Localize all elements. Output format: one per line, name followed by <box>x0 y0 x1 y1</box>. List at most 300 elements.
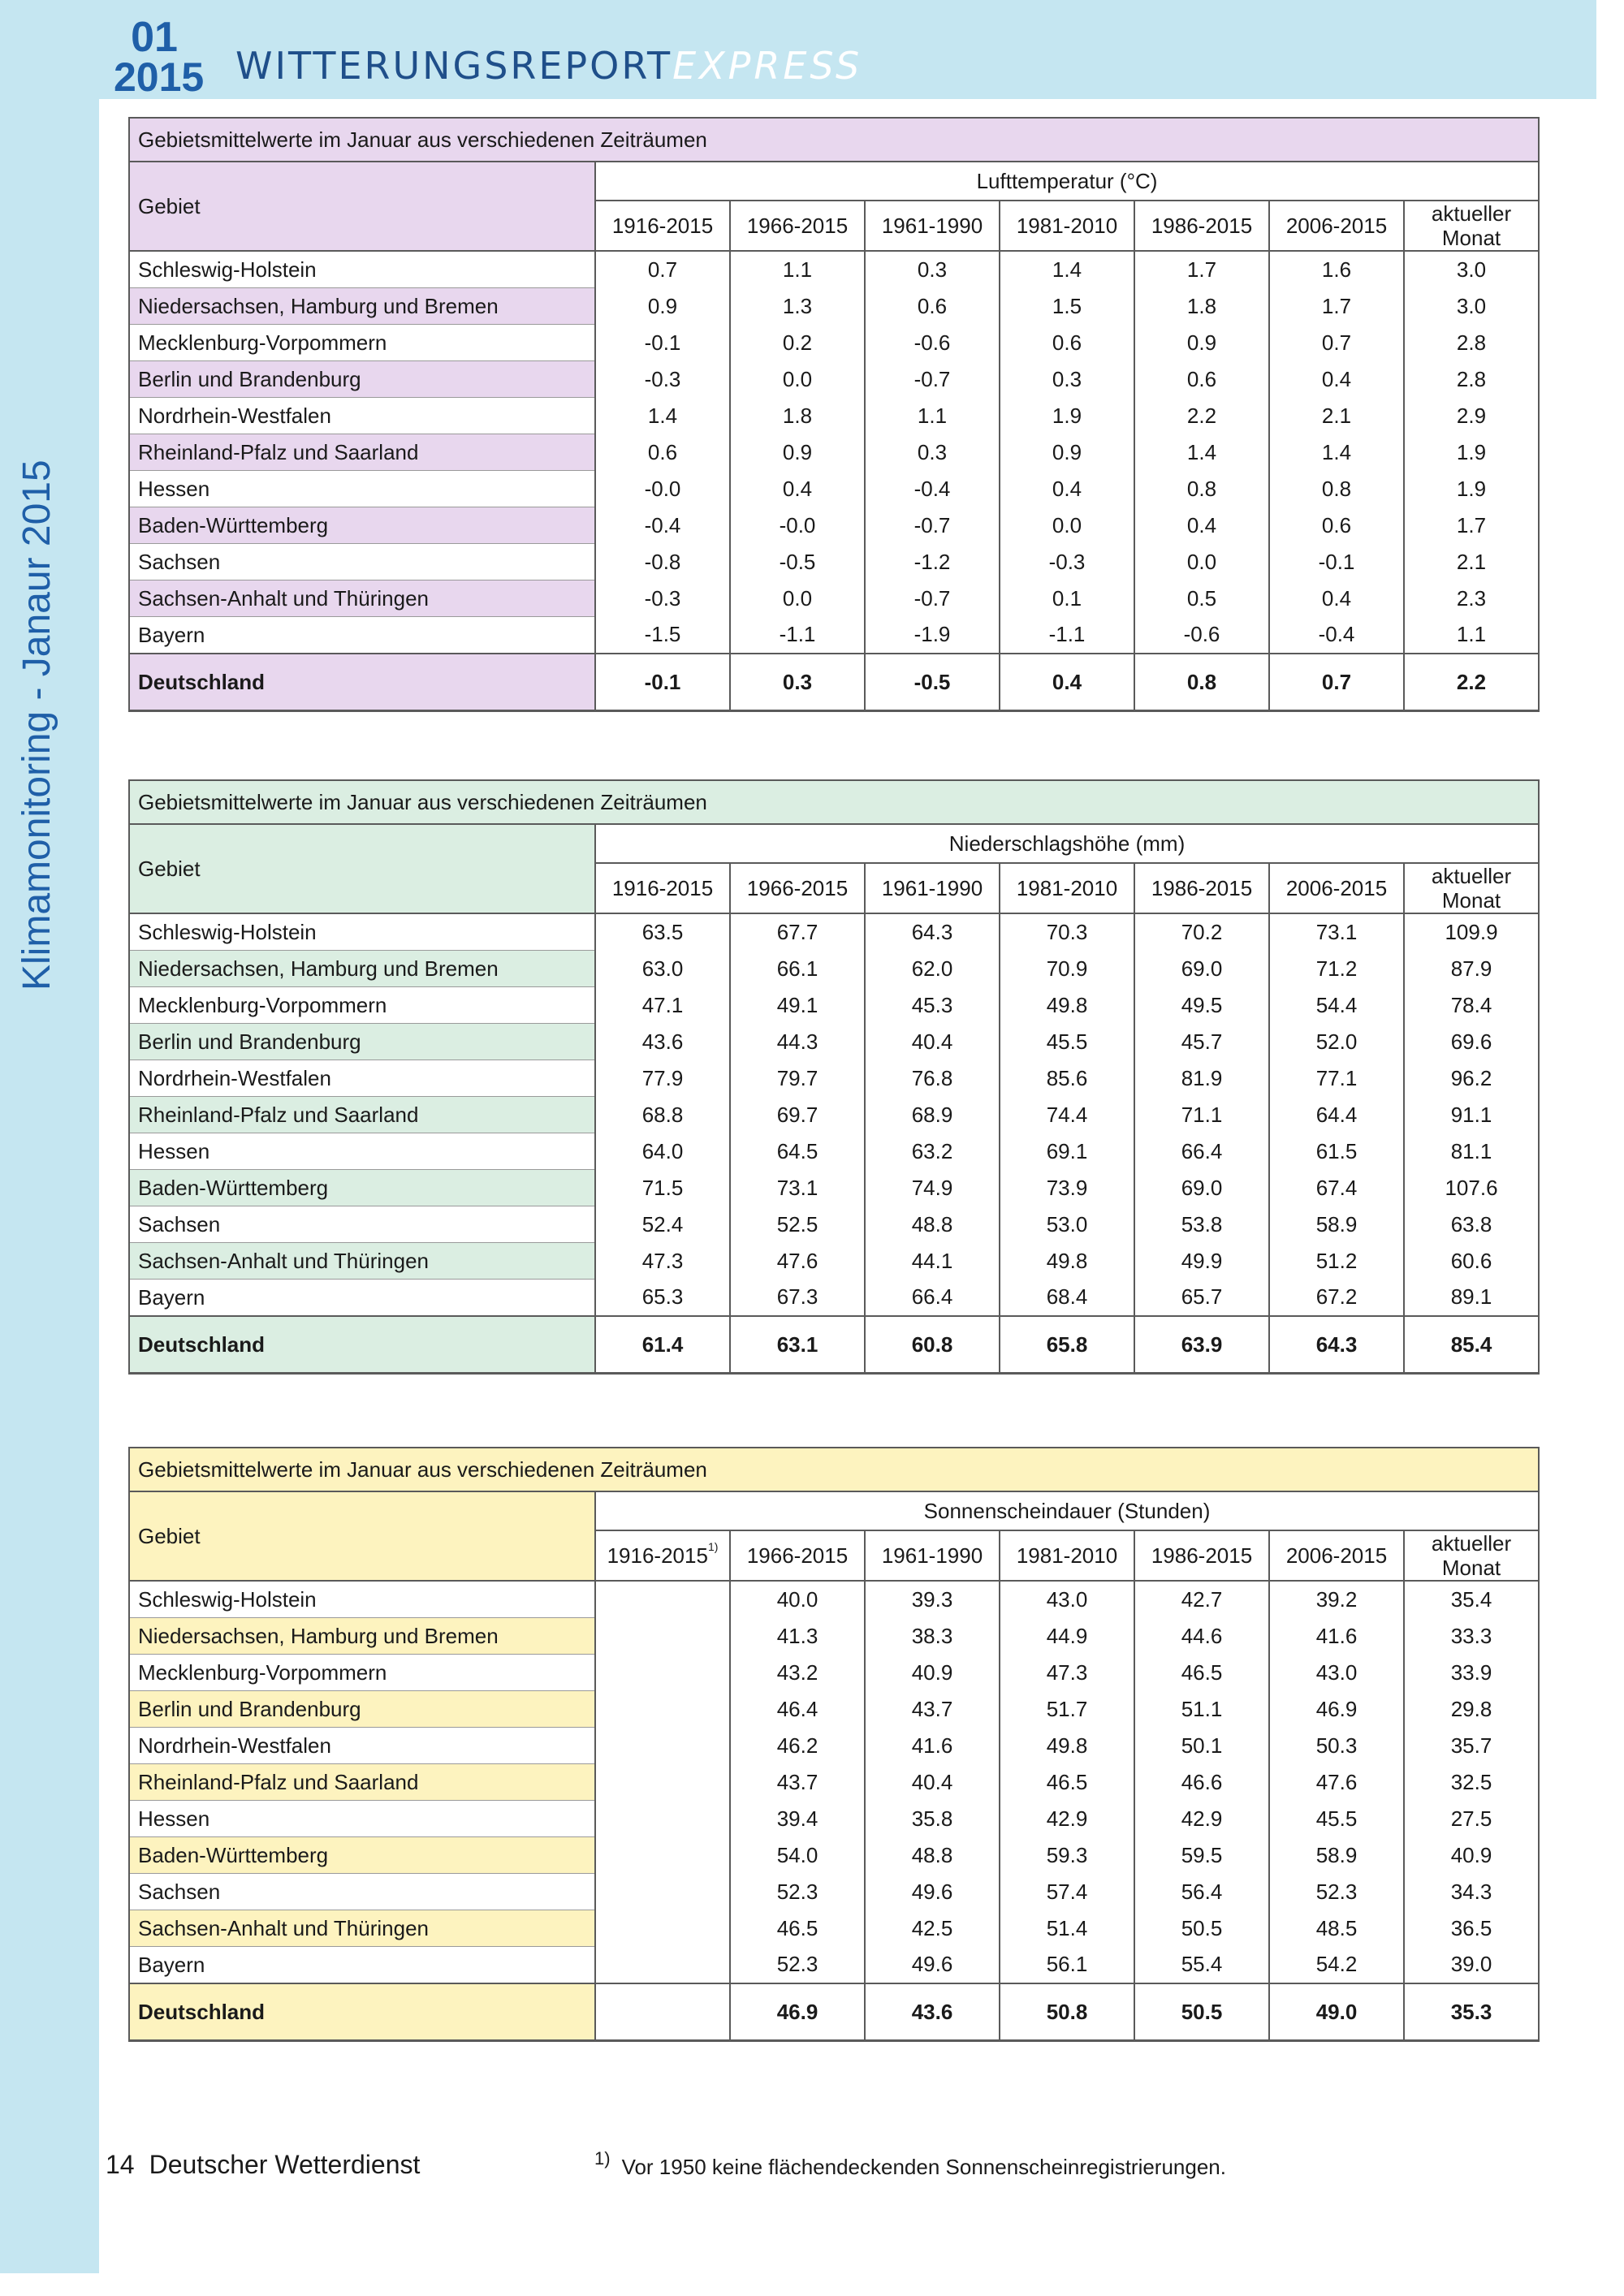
column-header-label: 1916-2015 <box>611 213 714 238</box>
value-cell: 69.1 <box>1000 1133 1134 1170</box>
table-row <box>129 398 1539 434</box>
value-cell: 1.9 <box>1404 434 1539 471</box>
group-title: Lufttemperatur (°C) <box>595 162 1539 201</box>
value-cell: 39.0 <box>1404 1947 1539 1984</box>
value-cell: 63.2 <box>865 1133 1000 1170</box>
table-caption: Gebietsmittelwerte im Januar aus verschiedenen Zeiträumen <box>129 118 1539 162</box>
value-cell: 52.4 <box>595 1206 730 1243</box>
value-cell: 0.3 <box>865 434 1000 471</box>
value-cell: 45.5 <box>1000 1024 1134 1060</box>
table-row <box>129 1691 1539 1728</box>
gebiet-header: Gebiet <box>129 162 595 251</box>
value-cell: 52.3 <box>730 1874 865 1910</box>
region-name: Hessen <box>129 1801 595 1837</box>
region-name: Niedersachsen, Hamburg und Bremen <box>129 951 595 987</box>
value-cell: -0.7 <box>865 361 1000 398</box>
value-cell: 1.4 <box>1134 434 1269 471</box>
value-cell: 64.3 <box>1269 1316 1404 1374</box>
value-cell: 44.3 <box>730 1024 865 1060</box>
page-footer <box>106 2150 420 2180</box>
table-row <box>129 1133 1539 1170</box>
table-row <box>129 434 1539 471</box>
value-cell: 54.0 <box>730 1837 865 1874</box>
value-cell: 66.4 <box>1134 1133 1269 1170</box>
region-name: Rheinland-Pfalz und Saarland <box>129 434 595 471</box>
value-cell: -0.6 <box>865 325 1000 361</box>
value-cell: 48.8 <box>865 1837 1000 1874</box>
value-cell: 47.1 <box>595 987 730 1024</box>
value-cell: 68.8 <box>595 1097 730 1133</box>
value-cell: 47.6 <box>1269 1764 1404 1801</box>
column-header-label: 2006-2015 <box>1285 1543 1388 1568</box>
value-cell: 49.8 <box>1000 987 1134 1024</box>
value-cell: 69.6 <box>1404 1024 1539 1060</box>
value-cell: 49.8 <box>1000 1728 1134 1764</box>
column-header-current <box>1404 1530 1539 1581</box>
value-cell: 78.4 <box>1404 987 1539 1024</box>
table-caption: Gebietsmittelwerte im Januar aus verschiedenen Zeiträumen <box>129 780 1539 824</box>
value-cell: 70.3 <box>1000 913 1134 951</box>
table-row <box>129 1618 1539 1655</box>
region-name: Berlin und Brandenburg <box>129 361 595 398</box>
value-cell <box>595 1655 730 1691</box>
value-cell: 0.7 <box>595 251 730 288</box>
column-header <box>1269 863 1404 913</box>
value-cell: 33.9 <box>1404 1655 1539 1691</box>
value-cell: 0.4 <box>1000 471 1134 507</box>
value-cell: -0.8 <box>595 544 730 580</box>
table-row <box>129 987 1539 1024</box>
region-name: Rheinland-Pfalz und Saarland <box>129 1097 595 1133</box>
column-header <box>730 201 865 251</box>
value-cell: -1.5 <box>595 617 730 654</box>
value-cell: 1.7 <box>1269 288 1404 325</box>
value-cell: 85.6 <box>1000 1060 1134 1097</box>
value-cell: 60.6 <box>1404 1243 1539 1280</box>
value-cell: 27.5 <box>1404 1801 1539 1837</box>
column-header-label: 1986-2015 <box>1151 1543 1253 1568</box>
value-cell: 81.9 <box>1134 1060 1269 1097</box>
region-name: Schleswig-Holstein <box>129 251 595 288</box>
report-title <box>235 44 862 88</box>
value-cell: 0.9 <box>595 288 730 325</box>
value-cell: 52.3 <box>1269 1874 1404 1910</box>
value-cell <box>595 1618 730 1655</box>
value-cell: 55.4 <box>1134 1947 1269 1984</box>
table-row <box>129 1581 1539 1618</box>
value-cell: 42.7 <box>1134 1581 1269 1618</box>
table-row <box>129 471 1539 507</box>
total-row <box>129 1316 1539 1374</box>
value-cell: 50.8 <box>1000 1983 1134 2041</box>
table-row <box>129 1764 1539 1801</box>
value-cell: 77.1 <box>1269 1060 1404 1097</box>
footnote-mark: 1) <box>594 2148 611 2169</box>
value-cell: 96.2 <box>1404 1060 1539 1097</box>
value-cell <box>595 1874 730 1910</box>
region-name: Mecklenburg-Vorpommern <box>129 1655 595 1691</box>
region-name: Schleswig-Holstein <box>129 1581 595 1618</box>
value-cell: 46.5 <box>730 1910 865 1947</box>
value-cell: 46.4 <box>730 1691 865 1728</box>
value-cell: 0.0 <box>730 580 865 617</box>
value-cell: 1.8 <box>730 398 865 434</box>
temperature-table <box>128 117 1540 712</box>
value-cell: 63.9 <box>1134 1316 1269 1374</box>
sunshine-table <box>128 1447 1540 2042</box>
value-cell: 0.7 <box>1269 654 1404 711</box>
value-cell: 0.8 <box>1134 471 1269 507</box>
value-cell: 107.6 <box>1404 1170 1539 1206</box>
value-cell: 41.3 <box>730 1618 865 1655</box>
table-row <box>129 1728 1539 1764</box>
value-cell: 42.5 <box>865 1910 1000 1947</box>
value-cell: 45.7 <box>1134 1024 1269 1060</box>
gebiet-header: Gebiet <box>129 824 595 913</box>
region-name: Sachsen-Anhalt und Thüringen <box>129 1910 595 1947</box>
value-cell: 51.4 <box>1000 1910 1134 1947</box>
value-cell <box>595 1910 730 1947</box>
value-cell: 40.9 <box>865 1655 1000 1691</box>
column-header-label: 1961-1990 <box>881 875 983 900</box>
value-cell: 0.9 <box>1134 325 1269 361</box>
value-cell: 74.4 <box>1000 1097 1134 1133</box>
value-cell: 62.0 <box>865 951 1000 987</box>
column-header-label: 1916-2015 <box>607 1543 708 1568</box>
region-name: Baden-Württemberg <box>129 1170 595 1206</box>
value-cell: 71.2 <box>1269 951 1404 987</box>
column-header-label: 1961-1990 <box>881 1543 983 1568</box>
value-cell: 109.9 <box>1404 913 1539 951</box>
value-cell: 81.1 <box>1404 1133 1539 1170</box>
table-row <box>129 1097 1539 1133</box>
value-cell: 0.4 <box>1134 507 1269 544</box>
table-row <box>129 251 1539 288</box>
table-caption: Gebietsmittelwerte im Januar aus verschiedenen Zeiträumen <box>129 1448 1539 1491</box>
value-cell: 0.4 <box>1000 654 1134 711</box>
value-cell: 1.1 <box>865 398 1000 434</box>
table-row <box>129 1910 1539 1947</box>
value-cell: -1.9 <box>865 617 1000 654</box>
value-cell: 59.5 <box>1134 1837 1269 1874</box>
value-cell: 47.6 <box>730 1243 865 1280</box>
value-cell: 0.1 <box>1000 580 1134 617</box>
region-name: Sachsen-Anhalt und Thüringen <box>129 580 595 617</box>
value-cell: 35.4 <box>1404 1581 1539 1618</box>
current-label-1: aktueller <box>1431 201 1512 226</box>
value-cell: 0.6 <box>1000 325 1134 361</box>
value-cell: 3.0 <box>1404 251 1539 288</box>
value-cell: 0.0 <box>1000 507 1134 544</box>
value-cell: 50.5 <box>1134 1983 1269 2041</box>
value-cell: 63.8 <box>1404 1206 1539 1243</box>
column-header-label: 1981-2010 <box>1016 213 1118 238</box>
total-row <box>129 1983 1539 2041</box>
value-cell: -0.1 <box>1269 544 1404 580</box>
value-cell: -0.3 <box>595 580 730 617</box>
value-cell: 41.6 <box>865 1728 1000 1764</box>
gebiet-header: Gebiet <box>129 1491 595 1581</box>
value-cell: 51.2 <box>1269 1243 1404 1280</box>
value-cell: 64.5 <box>730 1133 865 1170</box>
value-cell: 57.4 <box>1000 1874 1134 1910</box>
value-cell: -1.1 <box>1000 617 1134 654</box>
column-header-label: 1916-2015 <box>611 875 714 900</box>
column-header <box>1000 863 1134 913</box>
value-cell: 0.6 <box>1134 361 1269 398</box>
publisher-name: Deutscher Wetterdienst <box>149 2150 421 2179</box>
column-header-label: 1966-2015 <box>746 1543 849 1568</box>
value-cell: 0.4 <box>1269 361 1404 398</box>
table-row <box>129 325 1539 361</box>
value-cell: 0.4 <box>1269 580 1404 617</box>
value-cell: 50.1 <box>1134 1728 1269 1764</box>
value-cell: 39.3 <box>865 1581 1000 1618</box>
table-row <box>129 1243 1539 1280</box>
value-cell: 1.6 <box>1269 251 1404 288</box>
column-header-label: 1986-2015 <box>1151 875 1253 900</box>
value-cell: 46.5 <box>1134 1655 1269 1691</box>
value-cell: 65.7 <box>1134 1280 1269 1317</box>
value-cell: 46.6 <box>1134 1764 1269 1801</box>
region-name: Sachsen <box>129 544 595 580</box>
value-cell: 46.2 <box>730 1728 865 1764</box>
region-name: Deutschland <box>129 1316 595 1374</box>
value-cell: 91.1 <box>1404 1097 1539 1133</box>
value-cell: 1.4 <box>1269 434 1404 471</box>
value-cell: 73.9 <box>1000 1170 1134 1206</box>
value-cell: -0.1 <box>595 325 730 361</box>
column-header <box>1000 1530 1134 1581</box>
value-cell: 49.0 <box>1269 1983 1404 2041</box>
value-cell: 41.6 <box>1269 1618 1404 1655</box>
value-cell: 0.8 <box>1269 471 1404 507</box>
region-name: Bayern <box>129 617 595 654</box>
value-cell: 0.7 <box>1269 325 1404 361</box>
value-cell: 1.7 <box>1134 251 1269 288</box>
value-cell: 66.1 <box>730 951 865 987</box>
value-cell: 60.8 <box>865 1316 1000 1374</box>
column-header-label: 1966-2015 <box>746 213 849 238</box>
value-cell: 43.7 <box>865 1691 1000 1728</box>
value-cell: -0.7 <box>865 580 1000 617</box>
table-row <box>129 580 1539 617</box>
value-cell: -0.7 <box>865 507 1000 544</box>
footnote-ref: 1) <box>707 1539 719 1553</box>
value-cell: 0.3 <box>865 251 1000 288</box>
current-label-2: Monat <box>1441 888 1501 913</box>
value-cell <box>595 1801 730 1837</box>
value-cell: 1.9 <box>1000 398 1134 434</box>
value-cell: 58.9 <box>1269 1837 1404 1874</box>
column-header-label: 1966-2015 <box>746 875 849 900</box>
value-cell: 2.8 <box>1404 361 1539 398</box>
value-cell: 71.1 <box>1134 1097 1269 1133</box>
column-header-current <box>1404 863 1539 913</box>
value-cell <box>595 1947 730 1984</box>
value-cell: 67.2 <box>1269 1280 1404 1317</box>
value-cell: 49.1 <box>730 987 865 1024</box>
current-label-1: aktueller <box>1431 864 1512 888</box>
value-cell: 51.1 <box>1134 1691 1269 1728</box>
column-header <box>730 1530 865 1581</box>
column-header-label: 1986-2015 <box>1151 213 1253 238</box>
table-row <box>129 361 1539 398</box>
value-cell: 58.9 <box>1269 1206 1404 1243</box>
region-name: Hessen <box>129 1133 595 1170</box>
group-title: Niederschlagshöhe (mm) <box>595 824 1539 863</box>
table-row <box>129 507 1539 544</box>
value-cell: 43.0 <box>1000 1581 1134 1618</box>
value-cell: -0.4 <box>865 471 1000 507</box>
value-cell: 49.5 <box>1134 987 1269 1024</box>
value-cell: 68.4 <box>1000 1280 1134 1317</box>
value-cell: -1.1 <box>730 617 865 654</box>
column-header <box>1134 1530 1269 1581</box>
value-cell: 63.5 <box>595 913 730 951</box>
region-name: Sachsen-Anhalt und Thüringen <box>129 1243 595 1280</box>
table-row <box>129 951 1539 987</box>
current-label-2: Monat <box>1441 226 1501 250</box>
table-row <box>129 544 1539 580</box>
value-cell: 50.5 <box>1134 1910 1269 1947</box>
value-cell: 79.7 <box>730 1060 865 1097</box>
precipitation-table <box>128 779 1540 1375</box>
value-cell: 2.3 <box>1404 580 1539 617</box>
column-header-label: 1961-1990 <box>881 213 983 238</box>
table-row <box>129 913 1539 951</box>
value-cell: 53.0 <box>1000 1206 1134 1243</box>
issue-year: 2015 <box>114 54 205 100</box>
value-cell: 1.1 <box>730 251 865 288</box>
value-cell: 73.1 <box>1269 913 1404 951</box>
value-cell: 42.9 <box>1134 1801 1269 1837</box>
region-name: Bayern <box>129 1280 595 1317</box>
value-cell: 32.5 <box>1404 1764 1539 1801</box>
value-cell: -0.5 <box>730 544 865 580</box>
value-cell: 1.9 <box>1404 471 1539 507</box>
value-cell: 2.8 <box>1404 325 1539 361</box>
column-header <box>1000 201 1134 251</box>
column-header <box>595 863 730 913</box>
current-label-2: Monat <box>1441 1556 1501 1580</box>
value-cell: 38.3 <box>865 1618 1000 1655</box>
value-cell: 0.4 <box>730 471 865 507</box>
region-name: Rheinland-Pfalz und Saarland <box>129 1764 595 1801</box>
value-cell: 46.9 <box>1269 1691 1404 1728</box>
value-cell: 43.6 <box>865 1983 1000 2041</box>
value-cell: 67.7 <box>730 913 865 951</box>
column-header <box>1269 201 1404 251</box>
value-cell: 71.5 <box>595 1170 730 1206</box>
value-cell: 56.4 <box>1134 1874 1269 1910</box>
column-header <box>595 1530 730 1581</box>
value-cell <box>595 1581 730 1618</box>
value-cell: 87.9 <box>1404 951 1539 987</box>
value-cell: 1.1 <box>1404 617 1539 654</box>
value-cell: 35.8 <box>865 1801 1000 1837</box>
table-row <box>129 1060 1539 1097</box>
value-cell: 33.3 <box>1404 1618 1539 1655</box>
value-cell: 66.4 <box>865 1280 1000 1317</box>
region-name: Berlin und Brandenburg <box>129 1691 595 1728</box>
value-cell: 69.7 <box>730 1097 865 1133</box>
value-cell: 63.1 <box>730 1316 865 1374</box>
value-cell: 54.2 <box>1269 1947 1404 1984</box>
value-cell: 2.2 <box>1404 654 1539 711</box>
value-cell: -0.3 <box>595 361 730 398</box>
region-name: Niedersachsen, Hamburg und Bremen <box>129 1618 595 1655</box>
value-cell: 44.9 <box>1000 1618 1134 1655</box>
value-cell: 2.9 <box>1404 398 1539 434</box>
region-name: Berlin und Brandenburg <box>129 1024 595 1060</box>
value-cell: 44.6 <box>1134 1618 1269 1655</box>
value-cell: 40.9 <box>1404 1837 1539 1874</box>
value-cell: -0.3 <box>1000 544 1134 580</box>
value-cell: 70.2 <box>1134 913 1269 951</box>
value-cell: 36.5 <box>1404 1910 1539 1947</box>
region-name: Sachsen <box>129 1206 595 1243</box>
value-cell: 65.8 <box>1000 1316 1134 1374</box>
value-cell: 2.1 <box>1404 544 1539 580</box>
table-row <box>129 617 1539 654</box>
value-cell: 52.0 <box>1269 1024 1404 1060</box>
column-header <box>865 1530 1000 1581</box>
value-cell: 29.8 <box>1404 1691 1539 1728</box>
value-cell: 51.7 <box>1000 1691 1134 1728</box>
value-cell: 0.6 <box>1269 507 1404 544</box>
value-cell: 67.4 <box>1269 1170 1404 1206</box>
value-cell: 35.7 <box>1404 1728 1539 1764</box>
column-header-label: 2006-2015 <box>1285 875 1388 900</box>
value-cell: 68.9 <box>865 1097 1000 1133</box>
value-cell: 56.1 <box>1000 1947 1134 1984</box>
table-row <box>129 288 1539 325</box>
value-cell: 64.4 <box>1269 1097 1404 1133</box>
value-cell: 0.2 <box>730 325 865 361</box>
current-label-1: aktueller <box>1431 1531 1512 1556</box>
value-cell: 43.0 <box>1269 1655 1404 1691</box>
value-cell: 0.3 <box>1000 361 1134 398</box>
value-cell: 63.0 <box>595 951 730 987</box>
value-cell <box>595 1983 730 2041</box>
value-cell: 50.3 <box>1269 1728 1404 1764</box>
value-cell: 47.3 <box>1000 1655 1134 1691</box>
table-row <box>129 1655 1539 1691</box>
value-cell: -0.0 <box>730 507 865 544</box>
region-name: Nordrhein-Westfalen <box>129 1728 595 1764</box>
value-cell: 0.3 <box>730 654 865 711</box>
column-header-current <box>1404 201 1539 251</box>
value-cell: 48.5 <box>1269 1910 1404 1947</box>
value-cell: 46.5 <box>1000 1764 1134 1801</box>
value-cell: 1.4 <box>1000 251 1134 288</box>
value-cell: 49.8 <box>1000 1243 1134 1280</box>
side-bar <box>0 0 99 2273</box>
footnote <box>594 2148 1226 2180</box>
value-cell: -1.2 <box>865 544 1000 580</box>
table-row <box>129 1837 1539 1874</box>
issue-number: 01 <box>131 14 178 61</box>
value-cell <box>595 1728 730 1764</box>
table-row <box>129 1947 1539 1984</box>
region-name: Schleswig-Holstein <box>129 913 595 951</box>
value-cell: -0.1 <box>595 654 730 711</box>
value-cell: 1.8 <box>1134 288 1269 325</box>
value-cell: 64.0 <box>595 1133 730 1170</box>
value-cell: 43.2 <box>730 1655 865 1691</box>
value-cell: 0.8 <box>1134 654 1269 711</box>
